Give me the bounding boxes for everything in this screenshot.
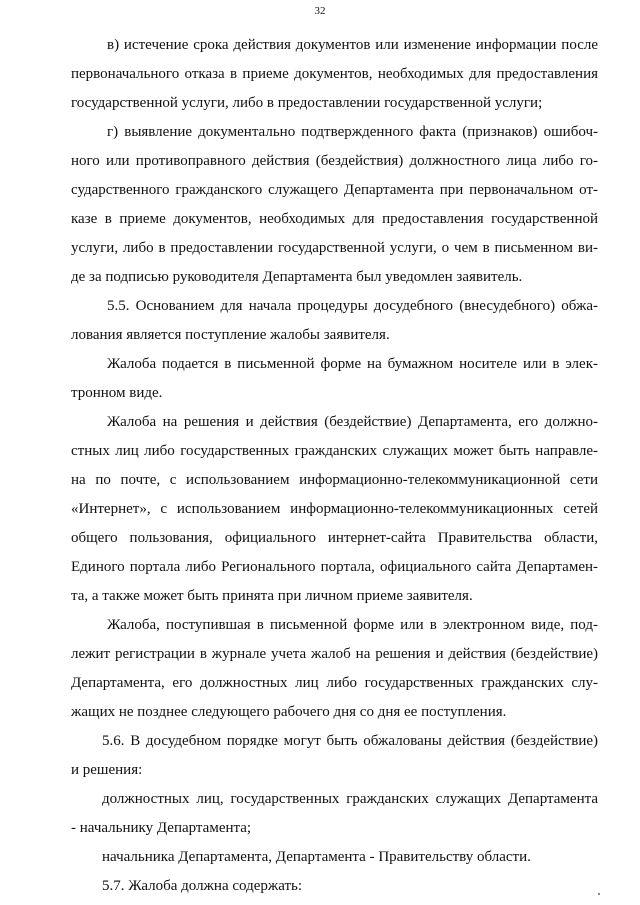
text-line: 5.6. В досудебном порядке могут быть обжалованы действия (бездействие) [102, 733, 598, 749]
text-line: казе в приеме документов, необходимых для предоставления государственной [71, 211, 598, 227]
text-line: Жалоба подается в письменной форме на бумажном носителе или в элек- [107, 356, 598, 372]
text-line: Жалоба на решения и действия (бездействие) Департамента, его должно- [107, 414, 598, 430]
text-line: общего пользования, официального интернет-сайта Правительства области, [71, 530, 598, 546]
text-line: - начальнику Департамента; [71, 820, 252, 836]
text-line: лования является поступление жалобы заявителя. [71, 327, 390, 343]
text-line: стных лиц либо государственных гражданских служащих может быть направле- [71, 443, 598, 459]
text-line: Департамента, его должностных лиц либо государственных гражданских слу- [71, 675, 598, 691]
text-line: сударственного гражданского служащего Департамента при первоначальном от- [71, 182, 598, 198]
text-line: лежит регистрации в журнале учета жалоб на решения и действия (бездействие) [71, 646, 598, 662]
page-number: 32 [314, 5, 326, 17]
text-line: 5.7. Жалоба должна содержать: [102, 878, 303, 894]
text-line: и решения: [71, 762, 143, 778]
text-line: первоначального отказа в приеме документов, необходимых для предоставления [71, 66, 598, 82]
scan-speck [598, 893, 600, 895]
text-line: услуги, либо в предоставлении государственной услуги, о чем в письменном ви- [71, 240, 598, 256]
text-line: тронном виде. [71, 385, 163, 401]
text-line: должностных лиц, государственных гражданских служащих Департамента [102, 791, 598, 807]
text-line: Жалоба, поступившая в письменной форме или в электронном виде, под- [107, 617, 598, 633]
text-line: та, а также может быть принята при личном приеме заявителя. [71, 588, 473, 604]
text-line: начальника Департамента, Департамента - Правительству области. [102, 849, 531, 865]
text-line: «Интернет», с использованием информационно-телекоммуникационных сетей [71, 501, 598, 517]
text-line: ного или противоправного действия (бездействия) должностного лица либо го- [71, 153, 598, 169]
text-line: Единого портала либо Регионального портала, официального сайта Департамен- [71, 559, 598, 575]
text-line: де за подписью руководителя Департамента был уведомлен заявитель. [71, 269, 523, 285]
text-line: государственной услуги, либо в предоставлении государственной услуги; [71, 95, 543, 111]
text-line: в) истечение срока действия документов или изменение информации после [107, 37, 598, 53]
text-line: на по почте, с использованием информационно-телекоммуникационной сети [71, 472, 598, 488]
text-line: г) выявление документально подтвержденного факта (признаков) ошибоч- [107, 124, 598, 140]
text-line: 5.5. Основанием для начала процедуры досудебного (внесудебного) обжа- [107, 298, 598, 314]
text-line: жащих не позднее следующего рабочего дня со дня ее поступления. [71, 704, 507, 720]
